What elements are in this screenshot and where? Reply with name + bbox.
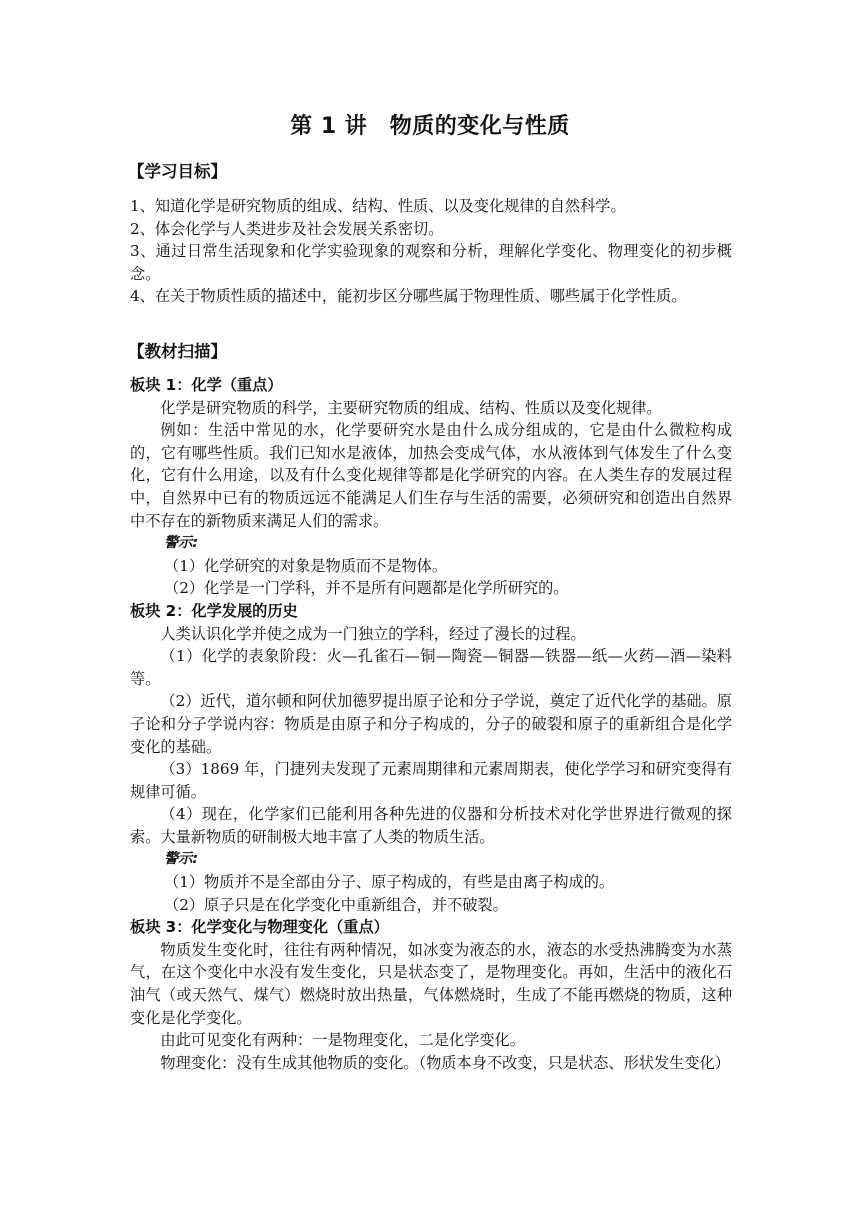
block-2-heading: 板块 2：化学发展的历史 bbox=[130, 601, 298, 620]
block-2-paragraph: （2）近代，道尔顿和阿伏加德罗提出原子论和分子学说，奠定了近代化学的基础。原子论和分子学说内容：物质是由原子和分子构成的，分子的破裂和原子的重新组合是化学变化的基础。 bbox=[130, 692, 732, 756]
block-2-paragraph: 人类认识化学并使之成为一门独立的学科，经过了漫长的过程。 bbox=[160, 624, 586, 643]
block-3-paragraph: 物理变化：没有生成其他物质的变化。（物质本身不改变，只是状态、形状发生变化） bbox=[160, 1053, 730, 1072]
block-1-note: （2）化学是一门学科，并不是所有问题都是化学所研究的。 bbox=[164, 579, 569, 598]
block-1-note: （1）化学研究的对象是物质而不是物体。 bbox=[164, 556, 448, 575]
block-3-paragraph: 物质发生变化时，往往有两种情况，如冰变为液态的水，液态的水受热沸腾变为水蒸气，在这个变化中水没有发生变化，只是状态变了，是物理变化。再如，生活中的液化石油气（或天然气、煤气）燃烧时放出热量，气体燃烧时，生成了不能再燃烧的物质，这种变化是化学变化。 bbox=[130, 940, 732, 1027]
block-1-paragraph: 例如：生活中常见的水，化学要研究水是由什么成分组成的，它是由什么微粒构成的，它有哪些性质。我们已知水是液体，加热会变成气体，水从液体到气体发生了什么变化，它有什么用途，以及有什么变化规律等都是化学研究的内容。在人类生存的发展过程中，自然界中已有的物质远远不能满足人们生存与生活的需要，必须研究和创造出自然界中不存在的新物质来满足人们的需求。 bbox=[130, 421, 732, 530]
learning-goals-list bbox=[130, 195, 732, 308]
block-1-heading: 板块 1：化学（重点） bbox=[130, 376, 283, 394]
learning-goals-heading: 【学习目标】 bbox=[128, 162, 227, 181]
goal-item: 3、通过日常生活现象和化学实验现象的观察和分析，理解化学变化、物理变化的初步概念。 bbox=[130, 242, 732, 283]
goal-item: 1、知道化学是研究物质的组成、结构、性质、以及变化规律的自然科学。 bbox=[130, 197, 626, 215]
block-2-paragraph: （3）1869 年，门捷列夫发现了元素周期律和元素周期表，使化学学习和研究变得有规律可循。 bbox=[130, 760, 732, 801]
block-1-paragraph: 化学是研究物质的科学，主要研究物质的组成、结构、性质以及变化规律。 bbox=[160, 398, 662, 417]
block-3-paragraph: 由此可见变化有两种：一是物理变化，二是化学变化。 bbox=[160, 1031, 525, 1050]
block-3-heading: 板块 3：化学变化与物理变化（重点） bbox=[130, 918, 389, 937]
goal-item: 4、在关于物质性质的描述中，能初步区分哪些属于物理性质、哪些属于化学性质。 bbox=[130, 287, 687, 306]
block-2-paragraph: （4）现在，化学家们已能利用各种先进的仪器和分析技术对化学世界进行微观的探索。大量新物质的研制极大地丰富了人类的物质生活。 bbox=[130, 805, 732, 846]
block-2-paragraph: （1）化学的表象阶段：火—孔雀石—铜—陶瓷—铜器—铁器—纸—火药—酒—染料等。 bbox=[130, 647, 732, 688]
block-2-warning-label: 警示: bbox=[164, 851, 199, 868]
block-1-warning-label: 警示: bbox=[164, 535, 199, 552]
goal-item: 2、体会化学与人类进步及社会发展关系密切。 bbox=[130, 219, 444, 238]
block-2-note: （2）原子只是在化学变化中重新组合，并不破裂。 bbox=[164, 895, 508, 914]
textbook-scan-heading: 【教材扫描】 bbox=[128, 342, 227, 361]
textbook-scan-content bbox=[130, 374, 732, 1074]
block-2-note: （1）物质并不是全部由分子、原子构成的，有些是由离子构成的。 bbox=[164, 873, 615, 892]
page-title: 第 1 讲 物质的变化与性质 bbox=[290, 114, 570, 139]
